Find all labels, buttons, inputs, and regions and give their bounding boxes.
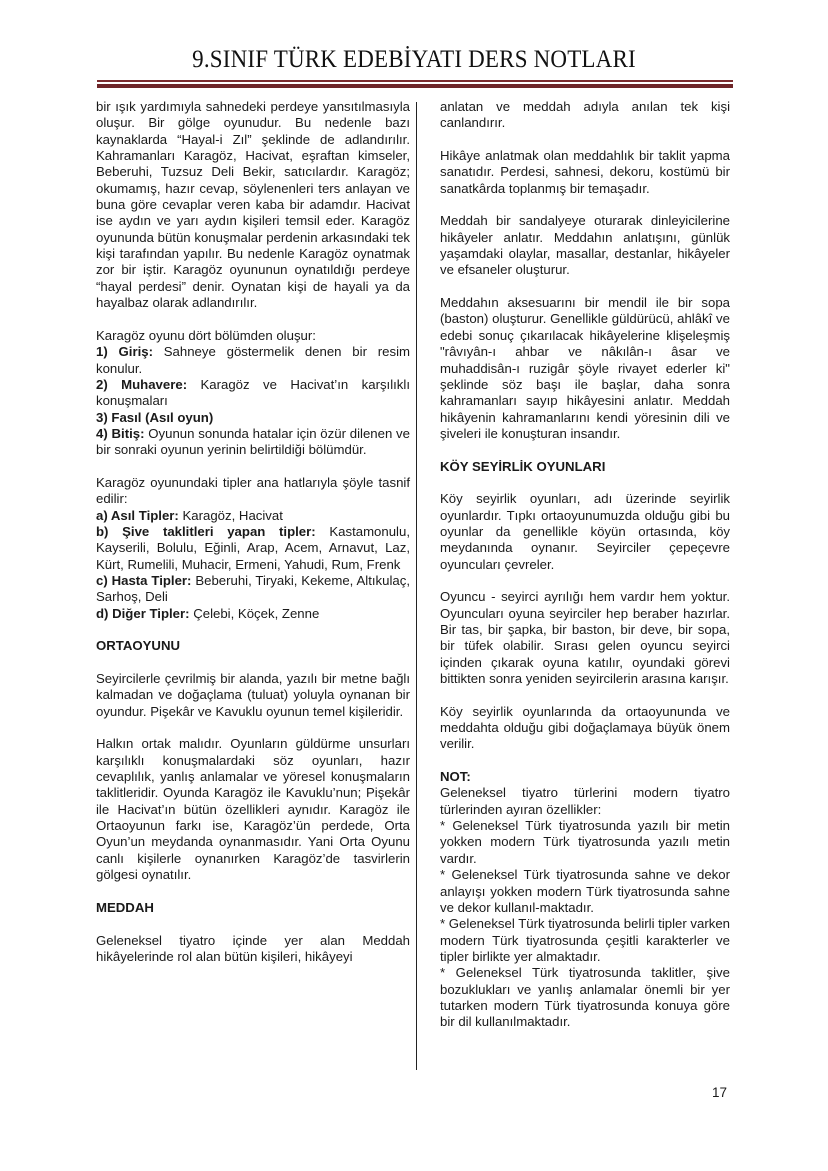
body-text: Oyunun sonunda hatalar için özür dilenen ve bir sonraki oyunun yerinin belirtildiği bölümdür. [96,425,410,458]
bold-label: KÖY SEYİRLİK OYUNLARI [440,458,606,474]
text-line [96,410,410,426]
body-text: Hikâye anlatmak olan meddahlık bir taklit yapma sanatıdır. Perdesi, sahnesi, dekoru, kostümü bir sanatkârda toplanmış bir temaşadır. [440,148,730,196]
column-divider [416,102,417,1070]
text-line [440,99,730,132]
body-text: Kastamonulu, Kayserili, Bolulu, Eğinli, Arap, Acem, Arnavut, Laz, Kürt, Rumelili, Muhacir, Ermeni, Yahudi, Rum, Frenk [96,523,410,572]
text-line [96,524,410,573]
bold-label: 1) Giriş: [96,344,153,360]
text-line [440,916,730,965]
section-heading [440,459,730,475]
text-line [96,475,410,508]
header-rule-thick [97,84,733,88]
text-line [96,736,410,883]
right-column [440,99,730,1047]
header-rule-thin [97,80,733,82]
paragraph [96,475,410,622]
text-line [440,213,730,278]
body-text: Köy seyirlik oyunları, adı üzerinde seyirlik oyunlardır. Tıpkı ortaoyunumuzda olduğu gibi bu oyunlar da genellikle köyün ortasında, köy meydanında oynanır. Seyirciler çepeçevre oyuncuları çevreler. [440,491,730,572]
text-line [440,704,730,753]
bold-label: 4) Bitiş: [96,425,145,441]
text-line [440,491,730,573]
bold-label: a) Asıl Tipler: [96,507,179,523]
text-line [96,638,410,654]
page-title: 9.SINIF TÜRK EDEBİYATI DERS NOTLARI [192,46,636,73]
body-text: Çelebi, Köçek, Zenne [189,605,320,621]
bold-label: MEDDAH [96,899,154,915]
body-text: bir ışık yardımıyla sahnedeki perdeye yansıtılmasıyla oluşur. Bir gölge oyunudur. Bu nedenle bazı kaynaklarda “Hayal-i Zıl” şeklinde de adlandırılır. Kahramanları Karagöz, Hacivat, eşraftan kimseler, Beberuhi, Tuzsuz Deli Bekir, satıcılardır. Karagöz; okumamış, hazır cevap, söylenenleri ters anlayan ve buna göre cevaplar veren kaba bir adamdır. Hacivat ise aydın ve yarı aydın kişileri temsil eder. Karagöz oyununda bütün konuşmalar perdenin arkasındaki tek kişi tarafından yapılır. Bu nedenle Karagöz oynatmak zor bir iştir. Karagöz oyununun oynatıldığı perdeye “hayal perdesi” denir. Oynatan kişi de hayali ya da hayalbaz olarak adlandırılır. [96,99,410,311]
body-text: * Geleneksel Türk tiyatrosunda taklitler, şive bozuklukları ve yanlış anlamalar önemli bir yer tutarken modern Türk tiyatrosunda konuya göre bir dil kullanılmaktadır. [440,965,730,1030]
paragraph [96,933,410,966]
body-text: anlatan ve meddah adıyla anılan tek kişi canlandırır. [440,99,730,131]
body-text: Halkın ortak malıdır. Oyunların güldürme unsurları karşılıklı konuşmalardaki söz oyunları, hazır cevaplılık, yanlış anlamalar ve yöresel konuşmaların taklitleridir. Oyunda Karagöz ile Kavuklu’nun; Pişekâr ile Hacivat’ın bütün özellikleri aynıdır. Karagöz ile Ortaoyunun farkı ise, Karagöz’ün perdede, Orta Oyun’un meydanda oynanmasıdır. Yani Orta Oyunu canlı kişilerle oynanırken Karagöz’de tasvirlerin gölgesi oynatılır. [96,736,410,883]
text-line [96,900,410,916]
body-text: Sahneye göstermelik denen bir resim konulur. [96,344,410,376]
paragraph [96,99,410,311]
left-column [96,99,410,982]
text-line [96,933,410,966]
body-text: * Geleneksel Türk tiyatrosunda belirli tipler varken modern Türk tiyatrosunda çeşitli karakterler ve tipler birlikte yer almaktadır. [440,916,731,964]
page-number: 17 [712,1085,728,1100]
body-text: Karagöz, Hacivat [178,507,283,523]
paragraph [440,148,730,197]
body-text: * Geleneksel Türk tiyatrosunda yazılı bir metin yokken modern Türk tiyatrosunda yazılı metin vardır. [440,818,730,866]
text-line [96,328,410,344]
paragraph [440,589,730,687]
body-text: Seyircilerle çevrilmiş bir alanda, yazılı bir metne bağlı kalmadan ve doğaçlama (tuluat) yoluyla oynanan bir oyundur. Pişekâr ve Kavuklu oyunun temel kişileridir. [96,671,410,719]
text-line [96,573,410,606]
paragraph [440,213,730,278]
text-line [440,148,730,197]
text-line [440,785,730,818]
paragraph [96,671,410,720]
text-line [440,459,730,475]
text-line [96,344,410,377]
body-text: Köy seyirlik oyunlarında da ortaoyununda ve meddahta olduğu gibi doğaçlamaya büyük önem verilir. [440,703,730,752]
text-line [96,99,410,311]
bold-label: c) Hasta Tipler: [96,572,192,588]
body-text: Geleneksel tiyatro içinde yer alan Meddah hikâyelerinde rol alan bütün kişileri, hikâyeyi [96,932,410,964]
text-line [440,769,730,785]
text-line [96,671,410,720]
paragraph [440,99,730,132]
body-text: Meddahın aksesuarını bir mendil ile bir sopa (baston) oluşturur. Genellikle güldürücü, ahlâkî ve edebi sonuç çıkarılacak hikâyelerine klişeleşmiş "râvıyân-ı ahbar ve nâkılân-ı âsar ve muhaddisân-ı ruzigâr şöyle rivayet ederler ki" şeklinde söz başı ile başlar, daha sonra kahramanları sayıp hikâyesini anlatır. Meddah hikâyenin kahramanlarını kendi yöresinin dili ve şiveleri ile konuşturan insandır. [440,295,730,441]
body-text: Oyuncu - seyirci ayrılığı hem vardır hem yoktur. Oyuncuları oyuna seyirciler hep beraber hazırlar. Bir tas, bir şapka, bir baston, bir deve, bir sopa, bir tüfek olabilir. Sırası gelen oyuncu seyirci içinden çıkarak oyuna katılır, oyundaki görevi bittikten sonra yeniden seyircilerin arasına karışır. [440,589,730,687]
text-line [96,508,410,524]
text-line [96,377,410,410]
bold-label: b) Şive taklitleri yapan tipler: [96,523,316,539]
body-text: Karagöz ve Hacivat’ın karşılıklı konuşmaları [96,376,410,409]
paragraph [440,704,730,753]
text-line [440,589,730,687]
section-heading [96,638,410,654]
bold-label: NOT: [440,769,471,785]
body-text: Karagöz oyunu dört bölümden oluşur: [96,327,316,343]
text-line [440,965,730,1030]
paragraph [440,769,730,1031]
section-heading [96,900,410,916]
bold-label: ORTAOYUNU [96,638,181,654]
text-line [440,867,730,916]
bold-label: 2) Muhavere: [96,376,188,392]
paragraph [96,736,410,883]
text-line [96,606,410,622]
paragraph [440,295,730,442]
body-text: Meddah bir sandalyeye oturarak dinleyicilerine hikâyeler anlatır. Meddahın anlatışını, günlük yaşamdaki olaylar, masallar, destanlar, hikâyeler ve efsaneler oluşturur. [440,213,730,278]
body-text: * Geleneksel Türk tiyatrosunda sahne ve dekor anlayışı yokken modern Türk tiyatrosunda sahne ve dekor kullanıl-maktadır. [440,867,730,915]
paragraph [96,328,410,459]
body-text: Beberuhi, Tiryaki, Kekeme, Altıkulaç, Sarhoş, Deli [96,572,410,605]
text-line [440,295,730,442]
bold-label: d) Diğer Tipler: [96,605,190,621]
bold-label: 3) Fasıl (Asıl oyun) [96,409,214,425]
paragraph [440,491,730,573]
text-line [440,818,730,867]
text-line [96,426,410,459]
body-text: Karagöz oyunundaki tipler ana hatlarıyla şöyle tasnif edilir: [96,474,410,507]
body-text: Geleneksel tiyatro türlerini modern tiyatro türlerinden ayıran özellikler: [440,785,730,817]
